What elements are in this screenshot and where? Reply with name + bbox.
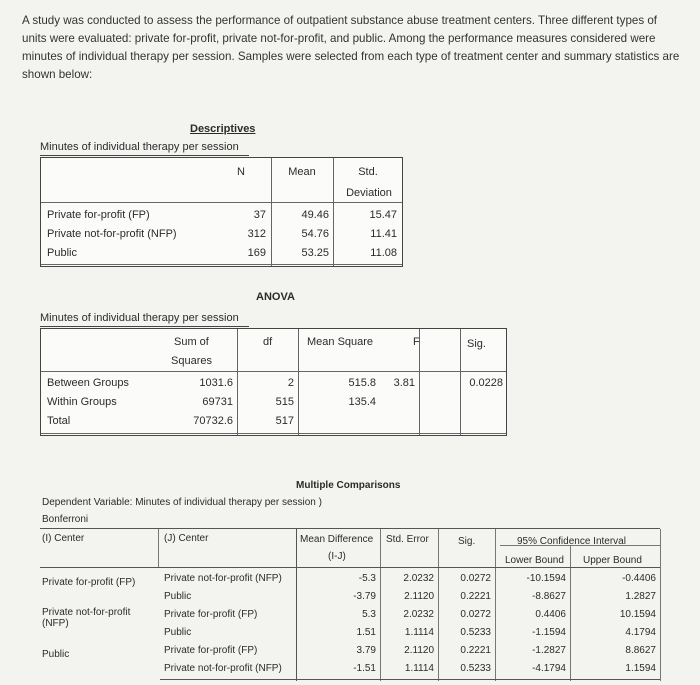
- col-header-sum-of: Sum of: [174, 336, 209, 348]
- table-row-j: Private not-for-profit (NFP): [164, 573, 282, 584]
- table-row-label: Public: [47, 247, 77, 259]
- col-header-mean: Mean: [288, 166, 316, 178]
- problem-statement: A study was conducted to assess the performance of outpatient substance abuse treatment centers. Three different types of units were evaluated: private for-profit, private not-for-profit, and public. Among the performance measures considered were minutes of individual therapy per session. Samples were selected from each type of treatment center and summary statistics are shown below:: [22, 14, 680, 81]
- cell-sd: 11.08: [370, 247, 397, 259]
- cell-sig: 0.5233: [460, 663, 491, 674]
- cell-df: 517: [275, 415, 294, 427]
- table-row-j: Public: [164, 627, 192, 638]
- cell-upper-bound: 4.1794: [625, 627, 656, 638]
- cell-mean: 54.76: [301, 228, 329, 240]
- cell-std-error: 2.1120: [404, 591, 434, 602]
- mean-diff-column: [310, 570, 376, 678]
- cell-ss: 1031.6: [199, 377, 233, 389]
- cell-sig: 0.0228: [469, 377, 503, 389]
- cell-ms: 135.4: [348, 396, 376, 408]
- table-row-j: Public: [164, 591, 192, 602]
- cell-sig: 0.0272: [460, 609, 491, 620]
- col-header-std: Std.: [358, 166, 378, 178]
- table-row-j: Private not-for-profit (NFP): [164, 663, 282, 674]
- cell-mean-diff: 3.79: [356, 645, 376, 656]
- group-label-fp: Private for-profit (FP): [42, 577, 136, 588]
- cell-lower-bound: -10.1594: [526, 573, 566, 584]
- anova-row-labels: [47, 374, 129, 431]
- cell-std-error: 1.1114: [404, 663, 434, 674]
- cell-sig: 0.2221: [460, 645, 491, 656]
- lower-bound-column: [500, 570, 566, 678]
- col-header-mean-difference: Mean Difference: [300, 534, 374, 545]
- cell-df: 515: [275, 396, 294, 408]
- cell-sd: 15.47: [369, 209, 397, 221]
- cell-std-error: 2.0232: [403, 609, 434, 620]
- descriptives-table: [40, 157, 403, 267]
- cell-lower-bound: 0.4406: [535, 609, 566, 620]
- cell-lower-bound: -8.8627: [532, 591, 566, 602]
- cell-sd: 11.41: [370, 228, 397, 240]
- cell-mean-diff: -5.3: [358, 573, 376, 584]
- cell-n: 312: [247, 228, 266, 240]
- multiple-table: [40, 528, 660, 681]
- cell-ss: 69731: [202, 396, 233, 408]
- anova-underline: [40, 326, 249, 327]
- col-header-i-center: (I) Center: [42, 533, 85, 544]
- cell-lower-bound: -1.2827: [532, 645, 566, 656]
- upper-bound-column: [575, 570, 656, 678]
- cell-mean: 49.46: [301, 209, 329, 221]
- cell-mean-diff: 1.51: [356, 627, 376, 638]
- cell-n: 169: [247, 247, 266, 259]
- cell-upper-bound: 1.2827: [625, 591, 656, 602]
- cell-ms: [321, 412, 376, 431]
- table-row-j: Private for-profit (FP): [164, 645, 258, 656]
- method-label: Bonferroni: [42, 514, 89, 525]
- col-header-squares: Squares: [171, 355, 212, 367]
- col-header-deviation: Deviation: [346, 187, 392, 199]
- cell-upper-bound: -0.4406: [622, 573, 656, 584]
- cell-f: 3.81: [393, 377, 415, 389]
- anova-subtitle: Minutes of individual therapy per session: [40, 312, 239, 324]
- cell-sig: 0.0272: [460, 573, 491, 584]
- col-header-i-j: (I-J): [328, 551, 346, 562]
- table-row-label: Between Groups: [47, 377, 129, 389]
- cell-lower-bound: -4.1794: [532, 663, 566, 674]
- col-header-j-center: (J) Center: [164, 533, 209, 544]
- col-header-std-error: Std. Error: [386, 534, 429, 545]
- group-label-nfp: Private not-for-profit (NFP): [42, 607, 131, 629]
- cell-upper-bound: 1.1594: [625, 663, 656, 674]
- descriptives-title: Descriptives: [190, 123, 256, 135]
- cell-upper-bound: 8.8627: [625, 645, 656, 656]
- sig-column: [444, 570, 491, 678]
- table-row-label: Total: [47, 415, 71, 427]
- cell-mean-diff: -1.51: [353, 663, 376, 674]
- cell-ss: 70732.6: [193, 415, 233, 427]
- std-error-column: [384, 570, 434, 678]
- cell-upper-bound: 10.1594: [619, 609, 656, 620]
- table-row-label: Private for-profit (FP): [47, 209, 150, 221]
- descriptives-row-labels: [47, 206, 177, 263]
- cell-mean: 53.25: [301, 247, 329, 259]
- cell-lower-bound: -1.1594: [532, 627, 566, 638]
- group-label-public: Public: [42, 649, 70, 660]
- cell-df: 2: [287, 377, 294, 389]
- col-header-sig: Sig.: [458, 536, 476, 547]
- cell-sig: 0.5233: [460, 627, 491, 638]
- anova-table: [40, 328, 507, 436]
- j-center-column: [164, 570, 282, 678]
- cell-std-error: 1.1114: [404, 627, 434, 638]
- table-row-label: Private not-for-profit (NFP): [47, 228, 177, 240]
- cell-ms: 515.8: [348, 377, 376, 389]
- anova-title: ANOVA: [256, 291, 295, 303]
- col-header-sig: Sig.: [467, 338, 486, 350]
- col-header-f: F: [413, 336, 420, 348]
- cell-mean-diff: -3.79: [353, 591, 376, 602]
- descriptives-underline: [40, 155, 249, 156]
- col-header-mean-square: Mean Square: [307, 336, 374, 348]
- table-row-j: Private for-profit (FP): [164, 609, 258, 620]
- col-header-confidence-interval: 95% Confidence Interval: [517, 536, 626, 547]
- cell-sig: 0.2221: [460, 591, 491, 602]
- cell-mean-diff: 5.3: [362, 609, 376, 620]
- table-row-label: Within Groups: [47, 396, 117, 408]
- descriptives-subtitle: Minutes of individual therapy per session: [40, 141, 239, 153]
- col-header-df: df: [263, 336, 273, 348]
- col-header-upper-bound: Upper Bound: [583, 555, 642, 566]
- multiple-title: Multiple Comparisons: [296, 480, 401, 491]
- cell-std-error: 2.1120: [404, 645, 434, 656]
- cell-n: 37: [253, 209, 266, 221]
- dependent-variable: Dependent Variable: Minutes of individual therapy per session ): [42, 497, 322, 508]
- cell-std-error: 2.0232: [403, 573, 434, 584]
- col-header-n: N: [237, 166, 245, 178]
- col-header-lower-bound: Lower Bound: [505, 555, 564, 566]
